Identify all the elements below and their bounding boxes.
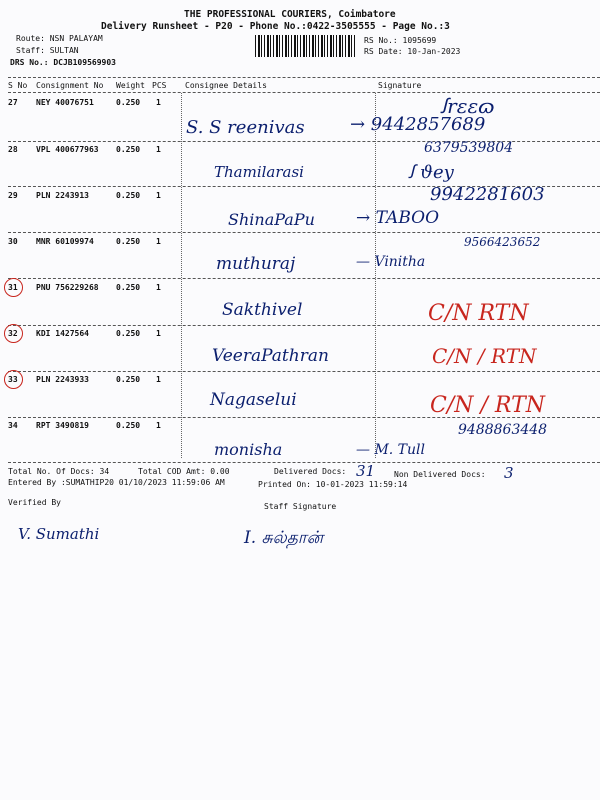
- row-pcs: 1: [156, 375, 161, 384]
- staff-label: Staff: SULTAN: [16, 46, 79, 55]
- return-note: C/N / RTN: [432, 344, 537, 368]
- row-weight: 0.250: [116, 98, 141, 107]
- non-delivered-label: Non Delivered Docs:: [394, 470, 486, 479]
- signature-note: — M. Tull: [356, 442, 425, 458]
- row-divider: [8, 417, 600, 418]
- col-consignment: Consignment No: [36, 81, 104, 90]
- verified-by-label: Verified By: [8, 498, 61, 507]
- signature-note: → TABOO: [356, 208, 440, 228]
- rs-date: RS Date: 10-Jan-2023: [364, 47, 461, 56]
- row-sno: 31: [8, 283, 18, 292]
- drs-number: DRS No.: DCJB109569903: [10, 58, 116, 67]
- row-divider: [8, 371, 600, 372]
- consignee-name: Sakthivel: [222, 300, 303, 320]
- non-delivered-count: 3: [504, 464, 514, 482]
- verifier-signature: V. Sumathi: [18, 525, 100, 543]
- row-pcs: 1: [156, 145, 161, 154]
- column-separator: [181, 93, 182, 458]
- runsheet-subtitle: Delivery Runsheet - P20 - Phone No.:0422-3505555 - Page No.:3: [101, 21, 450, 32]
- table-bottom-divider: [8, 462, 600, 463]
- row-weight: 0.250: [116, 237, 141, 246]
- delivered-docs-count: 31: [356, 462, 376, 480]
- row-consignment: RPT 3490819: [36, 421, 89, 430]
- row-divider: [8, 278, 600, 279]
- row-pcs: 1: [156, 329, 161, 338]
- consignee-name: monisha: [214, 440, 283, 459]
- printed-on: Printed On: 10-01-2023 11:59:14: [258, 480, 408, 489]
- total-docs: Total No. Of Docs: 34: [8, 467, 110, 476]
- row-sno: 28: [8, 145, 18, 154]
- phone-note: 9488863448: [458, 422, 548, 438]
- row-pcs: 1: [156, 283, 161, 292]
- row-sno: 34: [8, 421, 18, 430]
- row-divider: [8, 232, 600, 233]
- row-pcs: 1: [156, 421, 161, 430]
- header-top-divider: [8, 77, 600, 78]
- route-label: Route: NSN PALAYAM: [16, 34, 103, 43]
- row-weight: 0.250: [116, 421, 141, 430]
- phone-note: 6379539804: [424, 140, 514, 156]
- staff-signature: I. சுல்தான்: [244, 528, 324, 548]
- row-consignment: VPL 400677963: [36, 145, 99, 154]
- row-divider: [8, 325, 600, 326]
- entered-by: Entered By :SUMATHIP20 01/10/2023 11:59:06 AM: [8, 478, 225, 487]
- row-sno: 29: [8, 191, 18, 200]
- signature-scribble: ꭍrɛɛɷ: [440, 94, 495, 118]
- row-pcs: 1: [156, 237, 161, 246]
- phone-note: 9942281603: [430, 184, 545, 205]
- consignee-name: muthuraj: [216, 254, 296, 274]
- consignee-name: Thamilarasi: [214, 163, 304, 181]
- signature-note: → 9442857689: [350, 114, 486, 135]
- col-signature: Signature: [378, 81, 422, 90]
- staff-signature-label: Staff Signature: [264, 502, 337, 511]
- row-sno: 27: [8, 98, 18, 107]
- header-bottom-divider: [8, 92, 600, 93]
- signature-note: — Vinitha: [356, 254, 426, 270]
- phone-note: 9566423652: [464, 235, 541, 249]
- row-consignment: NEY 40076751: [36, 98, 94, 107]
- row-weight: 0.250: [116, 375, 141, 384]
- barcode-image: [255, 35, 357, 57]
- company-title: THE PROFESSIONAL COURIERS, Coimbatore: [184, 9, 396, 20]
- consignee-name: VeeraPathran: [212, 346, 329, 366]
- row-consignment: MNR 60109974: [36, 237, 94, 246]
- row-sno: 30: [8, 237, 18, 246]
- row-pcs: 1: [156, 98, 161, 107]
- row-weight: 0.250: [116, 283, 141, 292]
- total-cod: Total COD Amt: 0.00: [138, 467, 230, 476]
- consignee-name: S. S reenivas: [186, 117, 305, 138]
- row-consignment: PNU 756229268: [36, 283, 99, 292]
- row-weight: 0.250: [116, 329, 141, 338]
- col-pcs: PCS: [152, 81, 167, 90]
- row-pcs: 1: [156, 191, 161, 200]
- return-note: C/N RTN: [428, 301, 529, 326]
- col-sno: S No: [8, 81, 28, 90]
- row-weight: 0.250: [116, 145, 141, 154]
- consignee-name: Nagaselui: [210, 390, 297, 410]
- delivered-docs-label: Delivered Docs:: [274, 467, 347, 476]
- row-sno: 33: [8, 375, 18, 384]
- row-consignment: PLN 2243913: [36, 191, 89, 200]
- column-separator: [375, 93, 376, 458]
- row-consignment: KDI 1427564: [36, 329, 89, 338]
- return-note: C/N / RTN: [430, 393, 545, 418]
- col-weight: Weight: [116, 81, 145, 90]
- col-consignee: Consignee Details: [185, 81, 267, 90]
- row-weight: 0.250: [116, 191, 141, 200]
- rs-number: RS No.: 1095699: [364, 36, 437, 45]
- consignee-name: ShinaPaPu: [228, 210, 315, 229]
- row-sno: 32: [8, 329, 18, 338]
- signature-scribble: ꭍ ϑey: [408, 162, 454, 183]
- row-consignment: PLN 2243933: [36, 375, 89, 384]
